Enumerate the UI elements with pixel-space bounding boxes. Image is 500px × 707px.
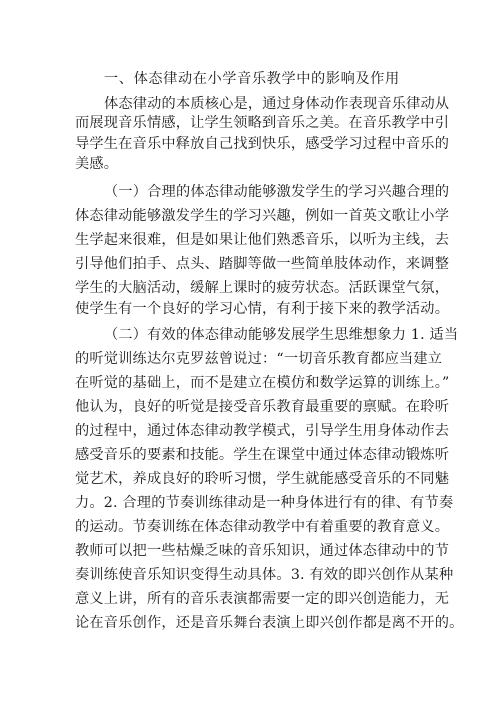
paragraph-line: 学生的大脑活动，缓解上课时的疲劳状态。活跃课堂气氛， [75,280,450,296]
paragraph-line: 奏训练使音乐知识变得生动具体。3. 有效的即兴创作从某种 [75,567,454,583]
paragraph-line: 体态律动的本质核心是，通过身体动作表现音乐律动从 [104,96,450,112]
paragraph-line: 教师可以把一些枯燥乏味的音乐知识，通过体态律动中的节 [75,543,450,559]
paragraph-line: 生学起来很难，但是如果让他们熟悉音乐，以听为主线，去 [75,232,450,248]
paragraph-line: 感受音乐的要素和技能。学生在课堂中通过体态律动锻炼听 [75,447,450,463]
paragraph-line: 在听觉的基础上，而不是建立在模仿和数学运算的训练上。” [75,375,450,391]
paragraph-line: 而展现音乐情感，让学生领略到音乐之美。在音乐教学中引 [75,115,450,131]
paragraph-line: 体态律动能够激发学生的学习兴趣，例如一首英文歌让小学 [75,208,450,224]
paragraph-line: 引导他们拍手、点头、踏脚等做一些简单肢体动作，来调整 [75,256,450,272]
paragraph-line: 力。2. 合理的节奏训练律动是一种身体进行有的律、有节奏 [75,495,454,511]
paragraph-line: （一）合理的体态律动能够激发学生的学习兴趣合理的 [104,184,450,200]
paragraph-line: 的运动。节奏训练在体态律动教学中有着重要的教育意义。 [75,519,450,535]
paragraph-line: 他认为，良好的听觉是接受音乐教育最重要的禀赋。在聆听 [75,399,450,415]
paragraph-line: （二）有效的体态律动能够发展学生思维想象力 1. 适当 [104,327,459,343]
paragraph-line: 美感。 [75,156,119,172]
paragraph-line: 的听觉训练达尔克罗兹曾说过：“一切音乐教育都应当建立 [75,351,443,367]
paragraph-line: 觉艺术，养成良好的聆听习惯，学生就能感受音乐的不同魅 [75,471,450,487]
paragraph-line: 的过程中，通过体态律动教学模式，引导学生用身体动作去 [75,423,450,439]
paragraph-line: 论在音乐创作，还是音乐舞台表演上即兴创作都是离不开的。 [75,615,464,631]
paragraph-line: 导学生在音乐中释放自己找到快乐，感受学习过程中音乐的 [75,136,450,152]
paragraph-line: 意义上讲，所有的音乐表演都需要一定的即兴创造能力，无 [75,591,450,607]
paragraph-line: 使学生有一个良好的学习心情，有利于接下来的教学活动。 [75,301,450,317]
section-heading: 一、体态律动在小学音乐教学中的影响及作用 [104,71,400,87]
